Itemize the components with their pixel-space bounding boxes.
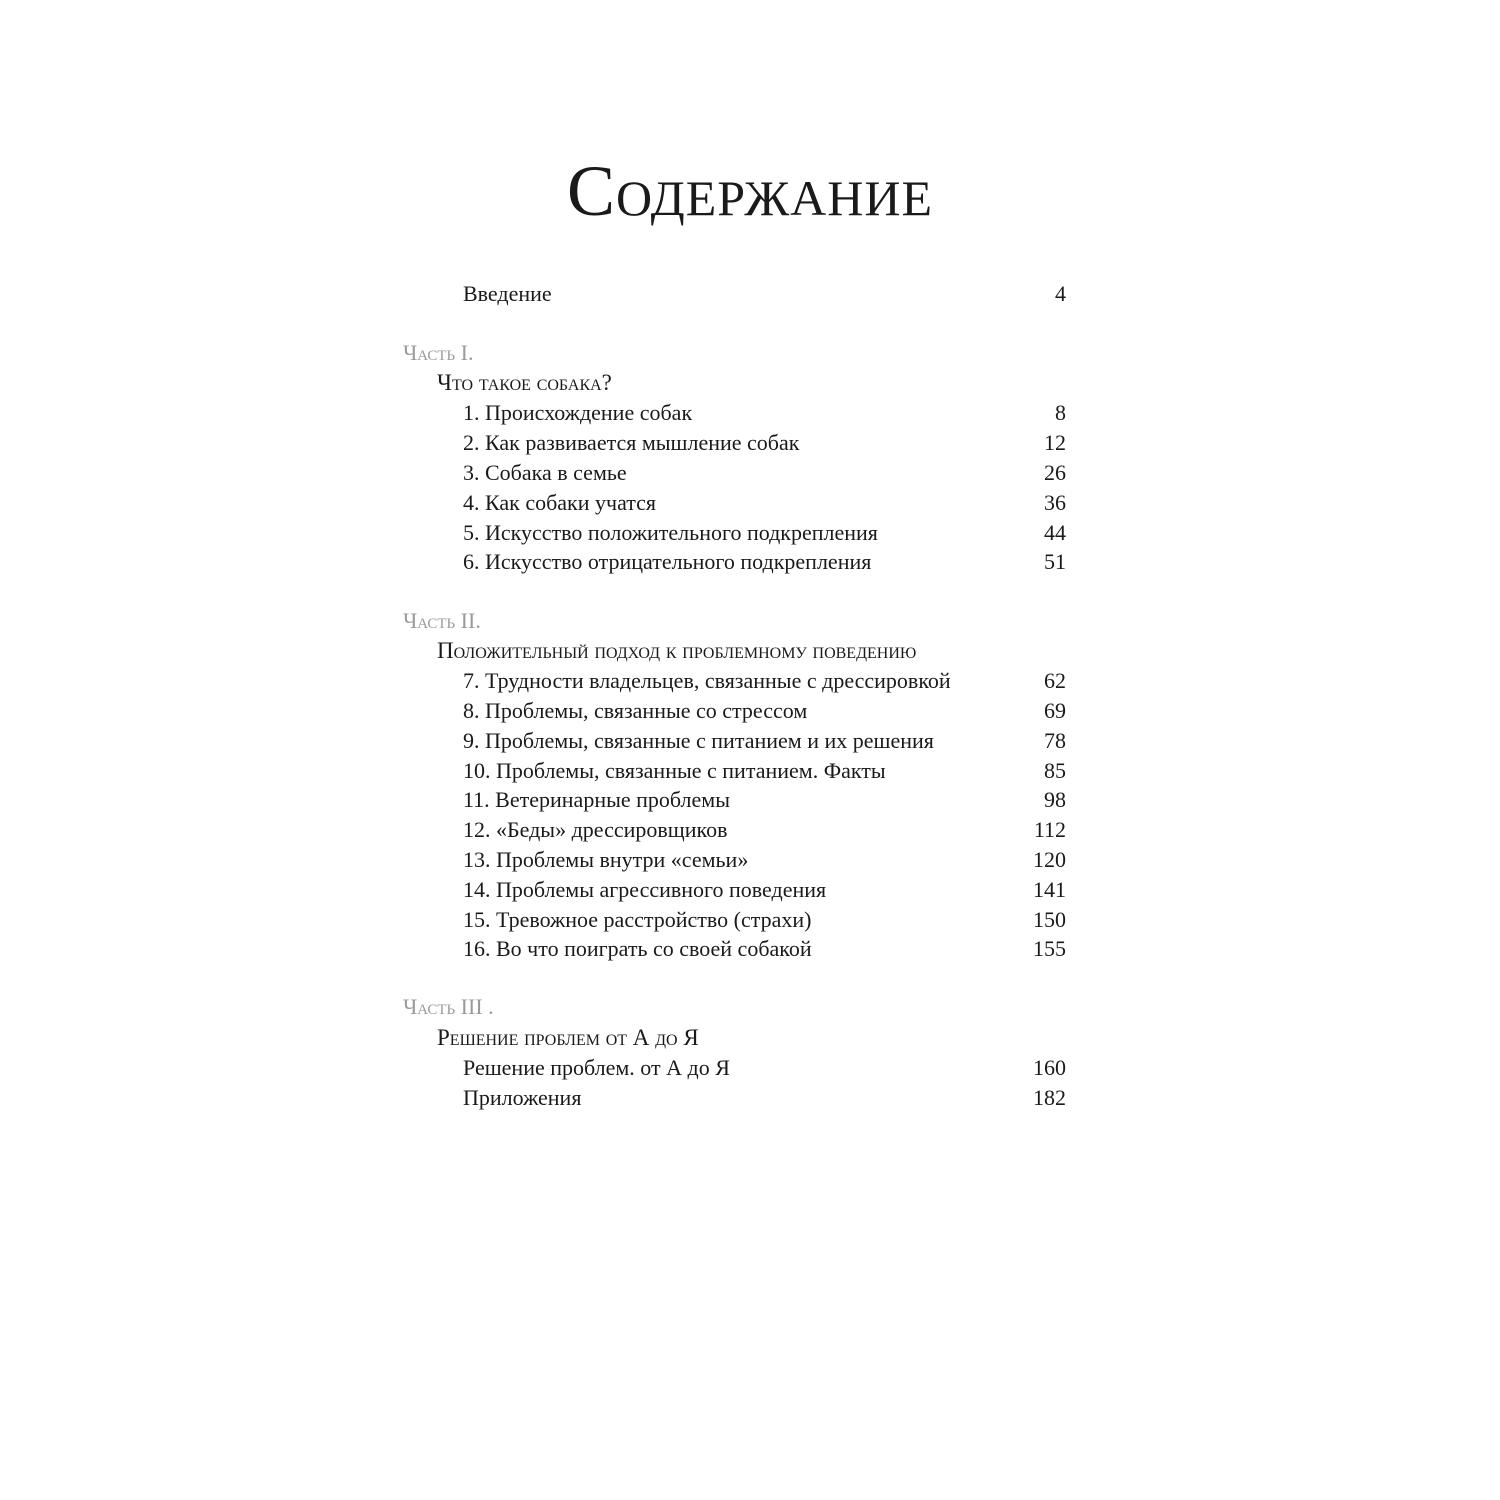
toc-entry-label: 7. Трудности владельцев, связанные с дрессировкой [463,668,951,693]
toc-entry-page: 62 [1044,668,1066,693]
toc-entry-label: 4. Как собаки учатся [463,490,657,515]
toc-entry[interactable] [463,726,1066,756]
toc-entry-label: Введение [463,281,552,306]
part-1-title[interactable]: Что такое собака? [437,370,612,395]
toc-entry-label: 10. Проблемы, связанные с питанием. Факты [463,758,886,783]
part-1-label: Часть I. [403,340,474,365]
toc-entry[interactable] [463,547,1066,577]
toc-entry-page: 182 [1033,1085,1066,1110]
toc-entry-page: 112 [1033,817,1066,842]
toc-entry-page: 26 [1044,460,1066,485]
toc-entry-label: 9. Проблемы, связанные с питанием и их решения [463,728,934,753]
part-3-title[interactable]: Решение проблем от А до Я [437,1025,699,1050]
toc-entry-page: 98 [1044,787,1066,812]
toc-entry-label: 13. Проблемы внутри «семьи» [463,847,749,872]
toc-entry[interactable] [463,696,1066,726]
toc-entry-page: 69 [1044,698,1066,723]
toc-entry-page: 160 [1033,1055,1066,1080]
toc-entry-page: 8 [1055,400,1066,425]
toc-entry-intro[interactable] [463,279,1066,309]
toc-entry-label: 11. Ветеринарные проблемы [463,787,730,812]
toc-entry-label: 12. «Беды» дрессировщиков [463,817,728,842]
toc-entry-page: 4 [1055,281,1066,306]
toc-entry[interactable] [463,1083,1066,1113]
toc-entry-page: 141 [1033,877,1066,902]
toc-entry-page: 44 [1044,520,1066,545]
toc-entry-label: 14. Проблемы агрессивного поведения [463,877,827,902]
toc-entry-page: 120 [1033,847,1066,872]
toc-entry-label: 3. Собака в семье [463,460,627,485]
toc-entry-page: 78 [1044,728,1066,753]
toc-entry[interactable] [463,428,1066,458]
toc-entry-label: 8. Проблемы, связанные со стрессом [463,698,808,723]
toc-entry[interactable] [463,1053,1066,1083]
toc-entry[interactable] [463,845,1066,875]
toc-entry-page: 85 [1044,758,1066,783]
page-title: Содержание [566,151,933,231]
part-3-label: Часть III . [403,994,494,1019]
toc-entry-label: 2. Как развивается мышление собак [463,430,800,455]
toc-entry[interactable] [463,875,1066,905]
toc-entry-label: 1. Происхождение собак [463,400,693,425]
toc-entry[interactable] [463,518,1066,548]
toc-entry-page: 12 [1044,430,1066,455]
toc-entry-label: Решение проблем. от А до Я [463,1055,730,1080]
part-2-title[interactable]: Положительный подход к проблемному поведению [437,638,917,663]
toc-entry-label: 6. Искусство отрицательного подкрепления [463,549,872,574]
toc-entry[interactable] [463,398,1066,428]
toc-entry-label: 16. Во что поиграть со своей собакой [463,936,812,961]
toc-entry[interactable] [463,785,1066,815]
toc-entry[interactable] [463,458,1066,488]
toc-entry[interactable] [463,488,1066,518]
toc-entry[interactable] [463,756,1066,786]
toc-entry-label: 5. Искусство положительного подкрепления [463,520,878,545]
toc-entry[interactable] [463,666,1066,696]
toc-entry-page: 155 [1033,936,1066,961]
toc-entry-label: 15. Тревожное расстройство (страхи) [463,907,812,932]
part-2-label: Часть II. [403,608,481,633]
toc-entry-label: Приложения [463,1085,582,1110]
toc-entry-page: 36 [1044,490,1066,515]
toc-entry[interactable] [463,905,1066,935]
toc-entry-page: 150 [1033,907,1066,932]
toc-entry-page: 51 [1044,549,1066,574]
toc-entry[interactable] [463,815,1066,845]
toc-entry[interactable] [463,934,1066,964]
